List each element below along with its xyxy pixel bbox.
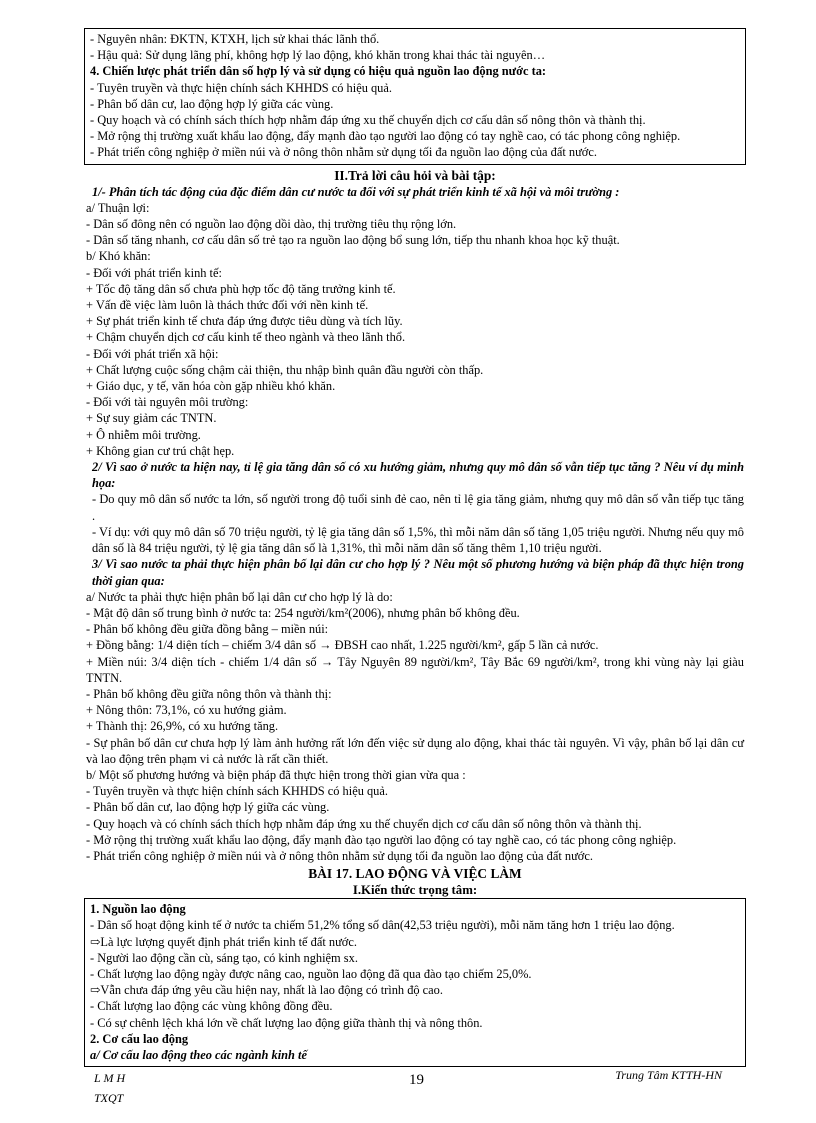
lesson-subtitle: I.Kiến thức trọng tâm:: [352, 883, 478, 898]
flow-line: + Chất lượng cuộc sống chậm cải thiện, thu nhập bình quân đầu người còn thấp.: [86, 362, 484, 377]
flow-line: b/ Khó khăn:: [86, 249, 151, 264]
flow-line: + Sự suy giảm các TNTN.: [86, 411, 217, 426]
box2-line: ⇨Là lực lượng quyết định phát triển kinh tế đất nước.: [90, 934, 357, 949]
flow-line: + Giáo dục, y tế, văn hóa còn gặp nhiều khó khăn.: [86, 379, 336, 394]
flow-line: + Đồng bằng: 1/4 diện tích – chiếm 3/4 dân số → ĐBSH cao nhất, 1.225 người/km², gấp 5 lần cả nước.: [86, 638, 599, 653]
footer-author: [94, 1068, 125, 1108]
footer-center-name: Trung Tâm KTTH-HN: [615, 1068, 722, 1082]
flow-line: - Phân bố không đều giữa đồng bằng – miền núi:: [86, 622, 329, 637]
flow-line: - Dân số đông nên có nguồn lao động dồi dào, thị trường tiêu thụ rộng lớn.: [86, 217, 457, 232]
flow-line: - Phân bố dân cư, lao động hợp lý giữa các vùng.: [86, 800, 330, 815]
footer-author-top: L M H: [94, 1071, 126, 1085]
flow-line: a/ Nước ta phải thực hiện phân bố lại dân cư cho hợp lý là do:: [86, 589, 393, 604]
box1-line: - Phân bố dân cư, lao động hợp lý giữa các vùng.: [90, 96, 334, 111]
flow-line: + Chậm chuyển dịch cơ cấu kinh tế theo ngành và theo lãnh thổ.: [86, 330, 406, 345]
page-footer: [84, 1068, 746, 1108]
box2-line: - Dân số hoạt động kinh tế ở nước ta chiếm 51,2% tổng số dân(42,53 triệu người), mỗi năm tăng hơn 1 triệu lao động.: [90, 918, 675, 933]
box2-line: ⇨Vẫn chưa đáp ứng yêu cầu hiện nay, nhất là lao động có trình độ cao.: [90, 983, 443, 998]
box2-line: - Có sự chênh lệch khá lớn về chất lượng lao động giữa thành thị và nông thôn.: [90, 1015, 483, 1030]
box1-line: - Mở rộng thị trường xuất khẩu lao động, đẩy mạnh đào tạo người lao động có tay nghề cao, có tác phong công nghiệp.: [90, 129, 681, 144]
box2-line: 1. Nguồn lao động: [90, 902, 186, 917]
box2-line: - Người lao động cần cù, sáng tạo, có kinh nghiệm sx.: [90, 950, 358, 965]
flow-line: 1/- Phân tích tác động của đặc điểm dân cư nước ta đối với sự phát triển kinh tế xã hội và môi trường :: [92, 184, 620, 199]
flow-line: a/ Thuận lợi:: [86, 200, 150, 215]
flow-line: + Nông thôn: 73,1%, có xu hướng giảm.: [86, 703, 287, 718]
box2-line: - Chất lượng lao động ngày được nâng cao, nguồn lao động đã qua đào tạo chiếm 25,0%.: [90, 966, 532, 981]
flow-line: - Quy hoạch và có chính sách thích hợp nhằm đáp ứng xu thế chuyển dịch cơ cấu dân số nông thôn và thành thị.: [86, 816, 642, 831]
flow-line: - Đối với phát triển xã hội:: [86, 346, 219, 361]
flow-line: + Thành thị: 26,9%, có xu hướng tăng.: [86, 719, 279, 734]
footer-author-bottom: TXQT: [94, 1091, 124, 1105]
page-number: 19: [409, 1072, 424, 1088]
flow-line: - Ví dụ: với quy mô dân số 70 triệu người, tỷ lệ gia tăng dân số 1,5%, thì mỗi năm dân số tăng 1,05 triệu người. Nhưng nếu quy mô dân số là 84 triệu người, tỷ lệ gia tăng dân số là 1,31%, thì mỗi năm dân số tăng thêm 1,10 triệu người.: [92, 524, 744, 556]
flow-line: - Đối với phát triển kinh tế:: [86, 265, 222, 280]
box1-line: - Phát triển công nghiệp ở miền núi và ở nông thôn nhằm sử dụng tối đa nguồn lao động của đất nước.: [90, 145, 597, 160]
box1-line: - Hậu quả: Sử dụng lãng phí, không hợp lý lao động, khó khăn trong khai thác tài nguyên…: [90, 48, 546, 63]
flow-line: + Sự phát triển kinh tế chưa đáp ứng được tiêu dùng và tích lũy.: [86, 314, 403, 329]
flow-line: + Miền núi: 3/4 diện tích - chiếm 1/4 dân số → Tây Nguyên 89 người/km², Tây Bắc 69 người/km², trong khi vùng này lại giàu TNTN.: [86, 654, 744, 685]
section-title: II.Trả lời câu hỏi và bài tập:: [334, 167, 496, 183]
flow-line: 3/ Vì sao nước ta phải thực hiện phân bố lại dân cư cho hợp lý ? Nêu một số phương hướng và biện pháp đã thực hiện trong thời gian qua:: [92, 557, 744, 588]
box1-line: 4. Chiến lược phát triển dân số hợp lý và sử dụng có hiệu quả nguồn lao động nước ta:: [90, 64, 547, 79]
flow-line: - Mật độ dân số trung bình ở nước ta: 254 người/km²(2006), nhưng phân bố không đều.: [86, 605, 520, 620]
flow-line: b/ Một số phương hướng và biện pháp đã thực hiện trong thời gian vừa qua :: [86, 767, 466, 782]
box2-line: a/ Cơ cấu lao động theo các ngành kinh tế: [90, 1047, 307, 1062]
flow-line: - Phân bố không đều giữa nông thôn và thành thị:: [86, 686, 332, 701]
answers-section: [84, 184, 746, 865]
box1-line: - Quy hoạch và có chính sách thích hợp nhằm đáp ứng xu thế chuyển dịch cơ cấu dân số nông thôn và thành thị.: [90, 113, 646, 128]
summary-box: [84, 28, 746, 165]
flow-line: + Không gian cư trú chật hẹp.: [86, 443, 235, 458]
flow-line: + Tốc độ tăng dân số chưa phù hợp tốc độ tăng trưởng kinh tế.: [86, 281, 396, 296]
flow-line: 2/ Vì sao ở nước ta hiện nay, tỉ lệ gia tăng dân số có xu hướng giảm, nhưng quy mô dân số vẫn tiếp tục tăng ? Nêu ví dụ minh họa:: [92, 460, 744, 491]
flow-line: - Tuyên truyền và thực hiện chính sách KHHDS có hiệu quả.: [86, 784, 388, 799]
box1-line: - Tuyên truyền và thực hiện chính sách KHHDS có hiệu quả.: [90, 80, 392, 95]
flow-line: - Sự phân bố dân cư chưa hợp lý làm ảnh hưởng rất lớn đến việc sử dụng alo động, khai thác tài nguyên. Vì vậy, phân bố lại dân cư và lao động trên phạm vi cả nước là rất cần thiết.: [86, 735, 744, 766]
flow-line: + Vấn đề việc làm luôn là thách thức đối với nền kinh tế.: [86, 298, 369, 313]
flow-line: - Do quy mô dân số nước ta lớn, số người trong độ tuổi sinh đẻ cao, nên tỉ lệ gia tăng giảm, nhưng quy mô dân số vẫn tiếp tục tăng .: [92, 492, 744, 523]
flow-line: - Dân số tăng nhanh, cơ cấu dân số trẻ tạo ra nguồn lao động bổ sung lớn, tiếp thu nhanh khoa học kỹ thuật.: [86, 233, 620, 248]
flow-line: - Phát triển công nghiệp ở miền núi và ở nông thôn nhằm sử dụng tối đa nguồn lao động của đất nước.: [86, 848, 593, 863]
flow-line: + Ô nhiễm môi trường.: [86, 427, 201, 442]
lesson-title: BÀI 17. LAO ĐỘNG VÀ VIỆC LÀM: [308, 866, 522, 882]
box1-line: - Nguyên nhân: ĐKTN, KTXH, lịch sử khai thác lãnh thổ.: [90, 32, 380, 46]
flow-line: - Mở rộng thị trường xuất khẩu lao động, đẩy mạnh đào tạo người lao động có tay nghề cao, có tác phong công nghiệp.: [86, 832, 677, 847]
flow-line: - Đối với tài nguyên môi trường:: [86, 395, 249, 410]
box2-line: - Chất lượng lao động các vùng không đồng đều.: [90, 999, 333, 1014]
knowledge-box: [84, 898, 746, 1067]
document-page: [84, 28, 746, 1067]
box2-line: 2. Cơ cấu lao động: [90, 1031, 189, 1046]
